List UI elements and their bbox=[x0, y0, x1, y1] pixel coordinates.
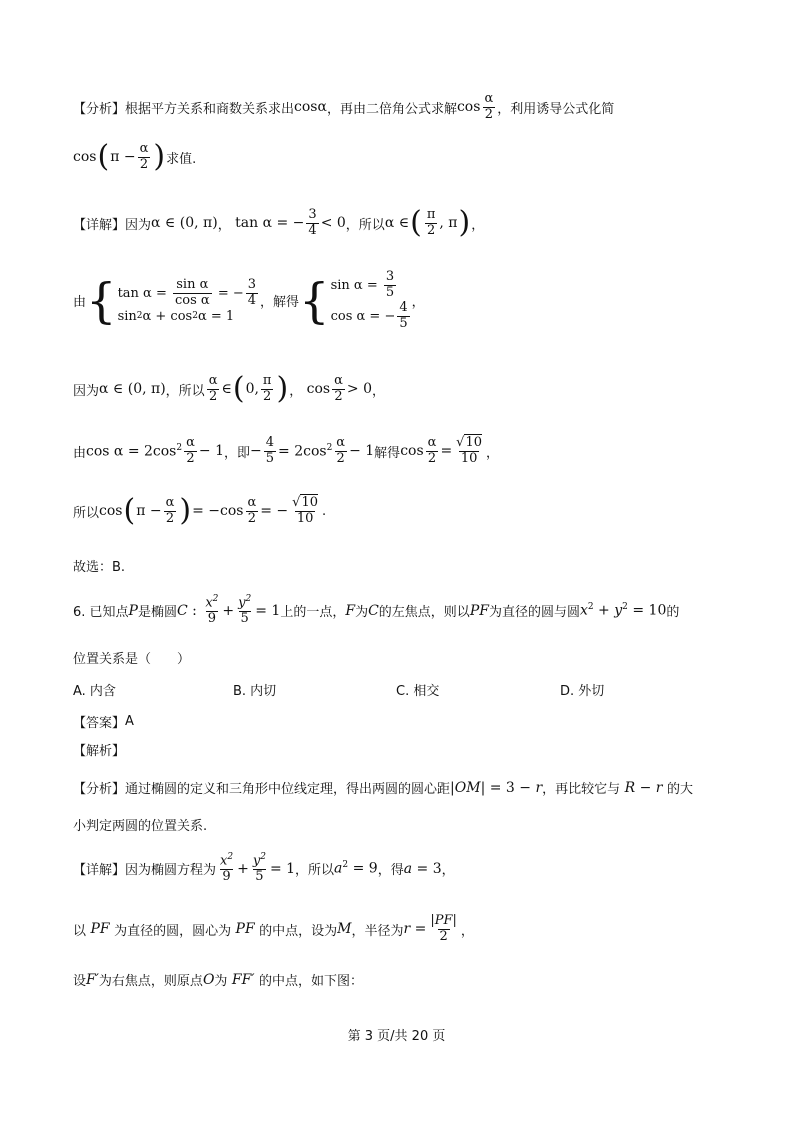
analysis-line-1: 【分析】 根据平方关系和商数关系求出 cosα ，再由二倍角公式求解 cos $\frac{\alpha}{2}$ ，利用诱导公式化简 bbox=[73, 91, 615, 122]
option-d: D. 外切 bbox=[560, 684, 605, 699]
analysis-line-2: cos ( π − $\frac{\alpha}{2}$ ) 求值. bbox=[73, 139, 197, 175]
question-6-line-2: 位置关系是（ ） bbox=[73, 652, 191, 667]
detail-tag: 【详解】 bbox=[73, 217, 126, 233]
solution-line-b: 由 $\cos \alpha = 2\cos^2$ $\frac{\alpha}{2}$ − 1 ，即 − $\frac{4}{5}$ = $2\cos^2$ $\frac{\alpha}{2}$ − 1 解得 cos $\frac{\alpha}{2}$ = $\frac{√10}{10}$ ， bbox=[73, 435, 500, 466]
question-6-line-1: 6. 已知点 P 是椭圆 C : $\frac{x^2}{9}$ + $\frac{y^2}{5}$ = 1 上的一点， F 为 C 的左焦点，则以 PF 为直径的圆与圆 $x^2 + y^2 = 10$ 的 bbox=[73, 594, 680, 627]
analysis2-line-1: 【分析】 通过椭圆的定义和三角形中位线定理，得出两圆的圆心距 |OM| = 3 − r ，再比较它与 R − r 的大 bbox=[73, 779, 693, 797]
option-b: B. 内切 bbox=[233, 684, 277, 699]
detail-line-1: 【详解】 因为 α ∈ (0, π) ， tan α = − $\frac{3}{4}$ < 0 ，所以 α ∈ ( $\frac{\pi}{2}$ , π ) ， bbox=[73, 205, 485, 241]
answer-line: 【答案】 A bbox=[73, 714, 134, 731]
solution-line-c: 所以 cos ( π − $\frac{\alpha}{2}$ ) = −cos $\frac{\alpha}{2}$ = − $\frac{√10}{10}$ . bbox=[73, 493, 327, 529]
analysis2-line-2: 小判定两圆的位置关系. bbox=[73, 819, 208, 834]
detail2-line-d: 以 PF 为直径的圆，圆心为 PF 的中点，设为 M ，半径为 r = $\frac{|PF|}{2}$ ， bbox=[73, 913, 474, 944]
choose-line: 故选：B. bbox=[73, 560, 126, 575]
jiexi-line: 【解析】 bbox=[73, 744, 126, 759]
system-line: 由 { tan α = $\frac{\text{sin α}}{\text{cos α}}$ = − $\frac{3}{4}$ sin 2 α + cos 2 α = 1 ，解得 { sin α = $\frac{3}{5}$ cos α = − $\frac{4}{5}$ ， bbox=[73, 269, 425, 331]
page-number: 第 3 页/共 20 页 bbox=[347, 1029, 446, 1044]
detail2-line: 【详解】 因为椭圆方程为 $\frac{x^2}{9}$ + $\frac{y^2}{5}$ = 1 ，所以 $a^2 = 9$ ，得 a = 3 ， bbox=[73, 852, 455, 885]
option-a: A. 内含 bbox=[73, 684, 116, 699]
analysis-tag: 【分析】 bbox=[73, 101, 126, 117]
answer-value: A bbox=[125, 714, 134, 729]
solution-line-a: 因为 α ∈ (0, π) ，所以 $\frac{\alpha}{2}$ ∈ ( 0, $\frac{\pi}{2}$ ) ， cos $\frac{\alpha}{2}$ > 0 ， bbox=[73, 371, 385, 407]
detail2-line-e: 设 F′ 为右焦点，则原点 O 为 FF′ 的中点，如下图： bbox=[73, 971, 363, 989]
option-c: C. 相交 bbox=[396, 684, 440, 699]
